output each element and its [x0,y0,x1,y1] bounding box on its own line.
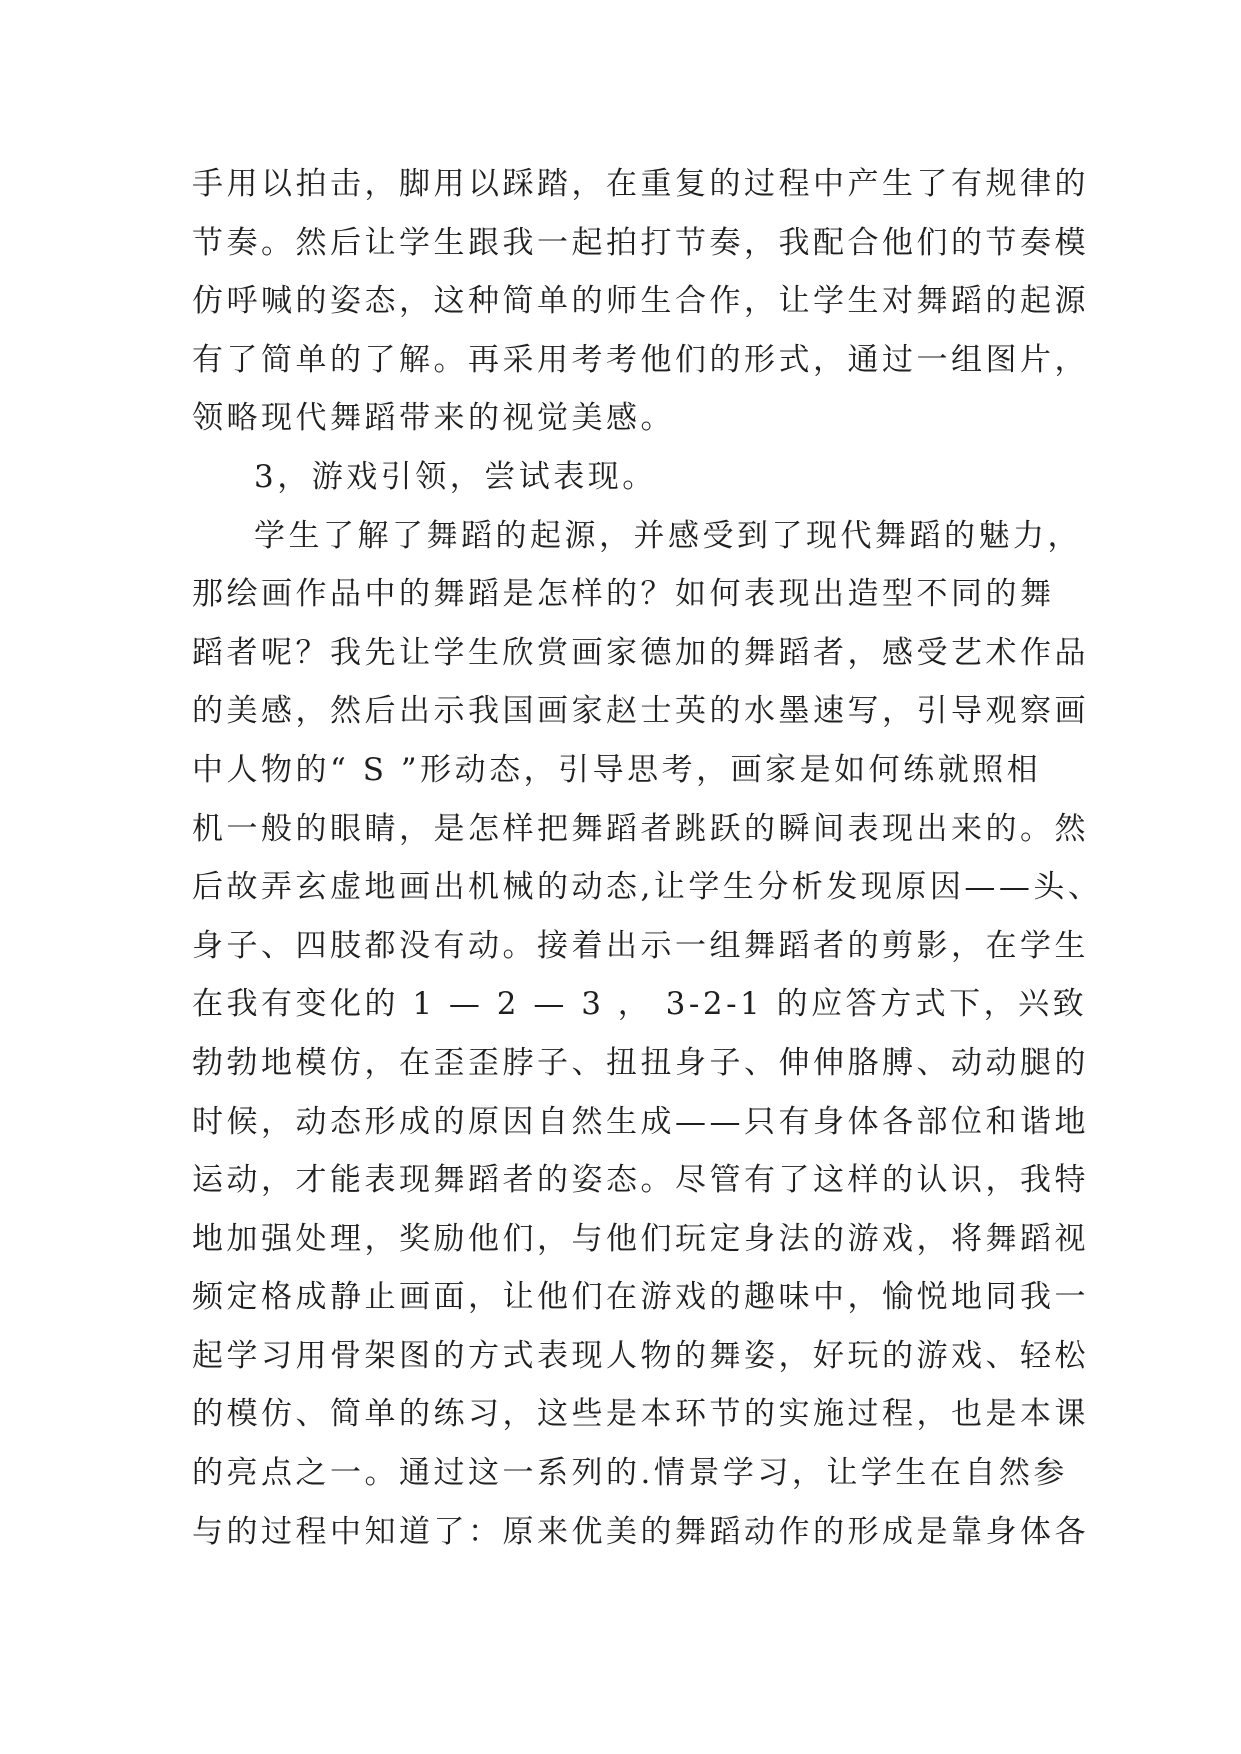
text-line: 手用以拍击，脚用以踩踏，在重复的过程中产生了有规律的 [192,166,1089,202]
text-line: 的模仿、简单的练习，这些是本环节的实施过程，也是本课 [192,1396,1089,1433]
text-line: 领略现代舞蹈带来的视觉美感。 [192,400,675,437]
text-line: 地加强处理，奖励他们，与他们玩定身法的游戏，将舞蹈视 [192,1220,1089,1257]
text-line: 运动，才能表现舞蹈者的姿态。尽管有了这样的认识，我特 [192,1162,1089,1199]
text-line: 中人物的“ S ”形动态，引导思考，画家是如何练就照相 [192,751,1042,788]
text-line: 那绘画作品中的舞蹈是怎样的？如何表现出造型不同的舞 [192,576,1055,613]
document-body [192,155,1103,1561]
text-line: 在我有变化的 1 — 2 — 3 ， 3-2-1 的应答方式下，兴致 [192,986,1088,1023]
text-line: 身子、四肢都没有动。接着出示一组舞蹈者的剪影，在学生 [192,927,1089,964]
text-line: 勃勃地模仿，在歪歪脖子、扭扭身子、伸伸胳膊、动动腿的 [192,1044,1089,1081]
text-line: 仿呼喊的姿态，这种简单的师生合作，让学生对舞蹈的起源 [192,283,1089,320]
text-line: 节奏。然后让学生跟我一起拍打节奏，我配合他们的节奏模 [192,224,1089,261]
text-line: 频定格成静止画面，让他们在游戏的趣味中，愉悦地同我一 [192,1279,1089,1316]
section-heading: 3，游戏引领，尝试表现。 [254,458,657,495]
paragraph-game-expression [192,507,1103,1562]
text-line: 与的过程中知道了：原来优美的舞蹈动作的形成是靠身体各 [192,1513,1089,1550]
text-line: 蹈者呢？我先让学生欣赏画家德加的舞蹈者，感受艺术作品 [192,634,1089,671]
paragraph-dance-origin [192,155,1089,448]
text-line: 时候，动态形成的原因自然生成——只有身体各部位和谐地 [192,1103,1089,1140]
text-line: 后故弄玄虚地画出机械的动态,让学生分析发现原因——头、 [192,869,1103,906]
text-line: 起学习用骨架图的方式表现人物的舞姿，好玩的游戏、轻松 [192,1337,1089,1374]
text-line: 学生了解了舞蹈的起源，并感受到了现代舞蹈的魅力， [254,517,1082,554]
text-line: 有了简单的了解。再采用考考他们的形式，通过一组图片， [192,341,1089,378]
text-line: 的亮点之一。通过这一系列的.情景学习，让学生在自然参 [192,1455,1068,1492]
text-line: 机一般的眼睛，是怎样把舞蹈者跳跃的瞬间表现出来的。然 [192,810,1089,847]
text-line: 的美感，然后出示我国画家赵士英的水墨速写，引导观察画 [192,693,1089,730]
